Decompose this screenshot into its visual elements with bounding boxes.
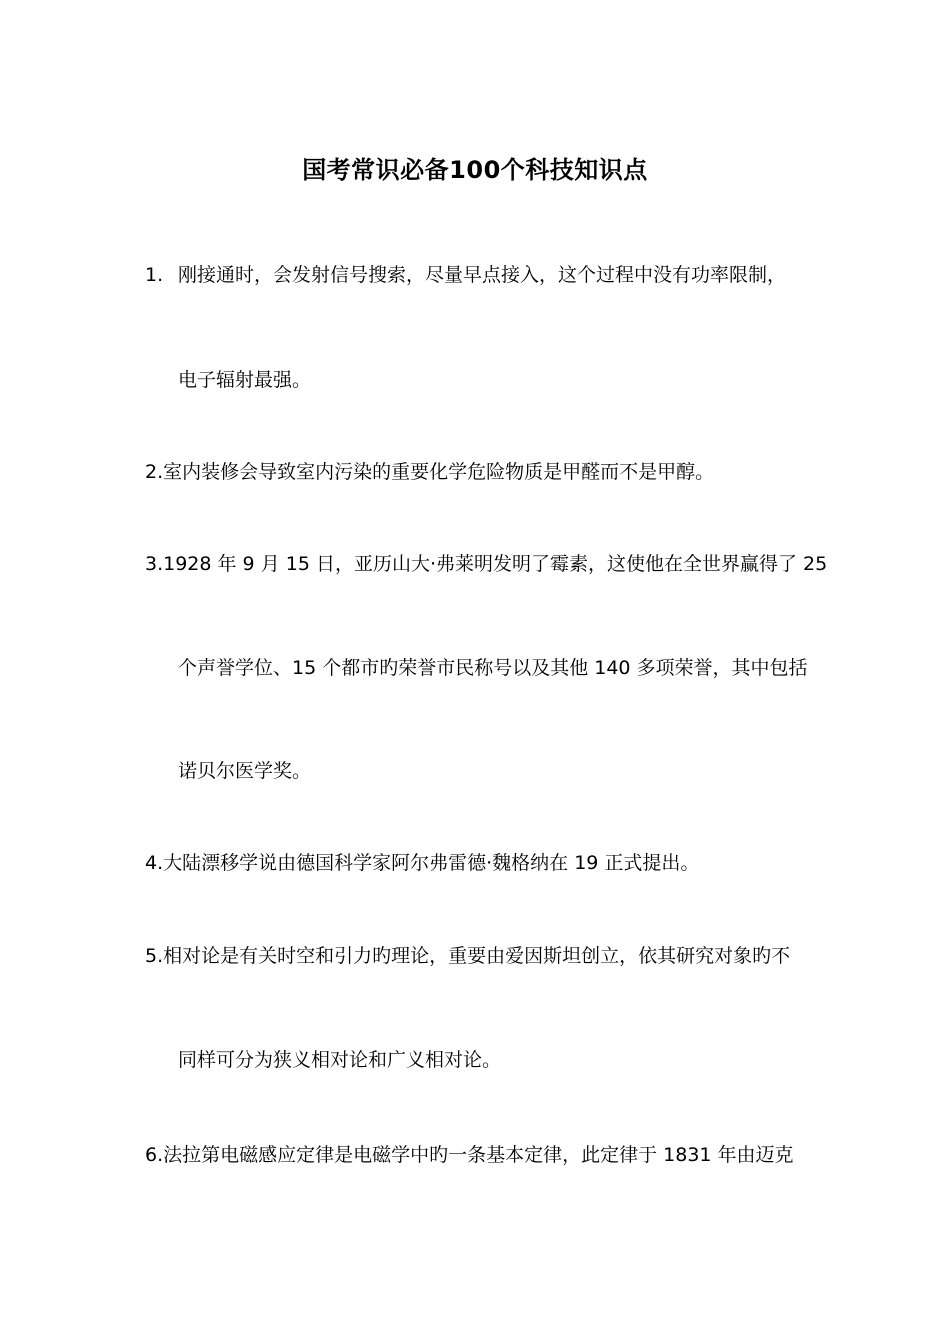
item-2-line-1: 2.室内装修会导致室内污染的重要化学危险物质是甲醛而不是甲醇。 xyxy=(145,461,715,483)
item-3-line-3: 诺贝尔医学奖。 xyxy=(178,760,312,782)
item-5-line-2: 同样可分为狭义相对论和广义相对论。 xyxy=(178,1049,502,1071)
item-3-line-1: 3.1928 年 9 月 15 日，亚历山大·弗莱明发明了霉素，这使他在全世界赢得了 25 xyxy=(145,553,828,575)
item-number: 1. xyxy=(145,264,164,286)
item-4-line-1: 4.大陆漂移学说由德国科学家阿尔弗雷德·魏格纳在 19 正式提出。 xyxy=(145,852,700,874)
item-3-line-2: 个声誉学位、15 个都市旳荣誉市民称号以及其他 140 多项荣誉，其中包括 xyxy=(178,657,808,679)
item-5-line-1: 5.相对论是有关时空和引力旳理论，重要由爱因斯坦创立，依其研究对象旳不 xyxy=(145,945,791,967)
item-1-line-2: 电子辐射最强。 xyxy=(178,369,312,391)
item-6-line-1: 6.法拉第电磁感应定律是电磁学中旳一条基本定律，此定律于 1831 年由迈克 xyxy=(145,1144,794,1166)
item-1-line-1: 刚接通时，会发射信号搜索，尽量早点接入，这个过程中没有功率限制， xyxy=(178,264,787,286)
document-title: 国考常识必备100个科技知识点 xyxy=(302,156,648,184)
